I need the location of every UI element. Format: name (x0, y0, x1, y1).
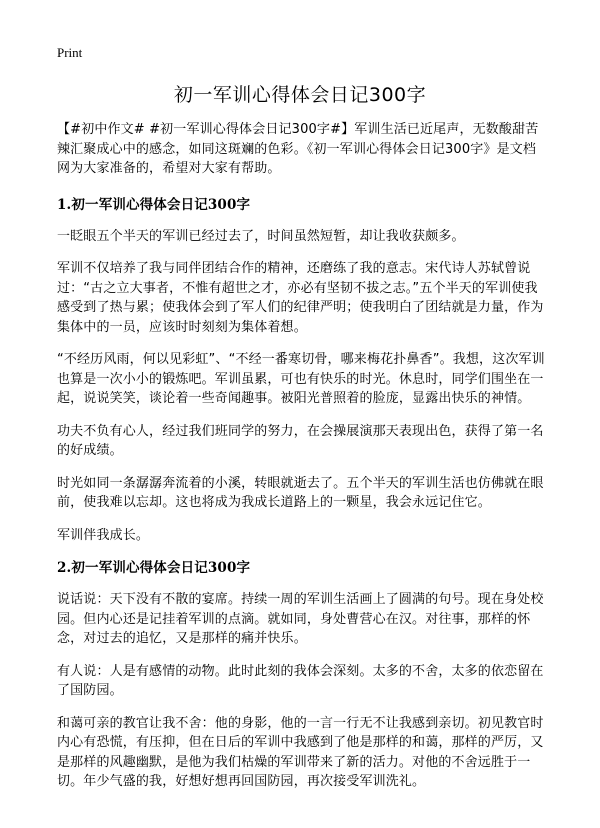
paragraph: “不经历风雨，何以见彩虹”、“不经一番寒切骨，哪来梅花扑鼻香”。我想，这次军训也算是一次小小的锻炼吧。军训虽累，可也有快乐的时光。休息时，同学们围坐在一起，说说笑笑，谈论着一些奇闻趣事。被阳光普照着的脸庞，显露出快乐的神情。 (57, 352, 545, 406)
intro-paragraph: 【#初中作文# #初一军训心得体会日记300字#】军训生活已近尾声，无数酸甜苦辣汇聚成心中的感念，如同这斑斓的色彩。《初一军训心得体会日记300字》是文档网为大家准备的，希望对大家有帮助。 (57, 122, 539, 176)
paragraph: 军训不仅培养了我与同伴团结合作的精神，还磨练了我的意志。宋代诗人苏轼曾说过：“古之立大事者，不惟有超世之才，亦必有坚韧不拔之志。”五个半天的军训使我感受到了热与累；使我体会到了军人们的纪律严明；使我明白了团结就是力量，作为集体中的一员，应该时时刻刻为集体着想。 (57, 261, 544, 335)
paragraph: 和蔼可亲的教官让我不舍：他的身影，他的一言一行无不让我感到亲切。初见教官时内心有恐慌，有压抑，但在日后的军训中我感到了他是那样的和蔼，那样的严厉，又是那样的风趣幽默，是他为我们枯燥的军训带来了新的活力。对他的不舍远胜于一切。年少气盛的我，好想好想再回国防园，再次接受军训洗礼。 (57, 715, 544, 789)
paragraph: 功夫不负有心人，经过我们班同学的努力，在会操展演那天表现出色，获得了第一名的好成绩。 (57, 423, 544, 458)
paragraph: 军训伴我成长。 (57, 527, 150, 543)
section-1-heading: 1.初一军训心得体会日记300字 (57, 196, 251, 213)
print-link[interactable]: Print (57, 45, 83, 60)
paragraph: 说话说：天下没有不散的宴席。持续一周的军训生活画上了圆满的句号。现在身处校园。但内心还是记挂着军训的点滴。就如同，身处曹营心在汉。对往事，那样的怀念，对过去的追忆，又是那样的痛并快乐。 (57, 592, 544, 646)
paragraph: 时光如同一条潺潺奔流着的小溪，转眼就逝去了。五个半天的军训生活也仿佛就在眼前，使我难以忘却。这也将成为我成长道路上的一颗星，我会永远记住它。 (57, 475, 544, 510)
article-body (57, 120, 547, 805)
paragraph: 一眨眼五个半天的军训已经过去了，时间虽然短暂，却让我收获颇多。 (57, 228, 465, 244)
section-2-heading: 2.初一军训心得体会日记300字 (57, 560, 251, 576)
paragraph: 有人说：人是有感情的动物。此时此刻的我体会深刻。太多的不舍，太多的依恋留在了国防园。 (57, 663, 544, 698)
page-title: 初一军训心得体会日记300字 (173, 84, 427, 106)
